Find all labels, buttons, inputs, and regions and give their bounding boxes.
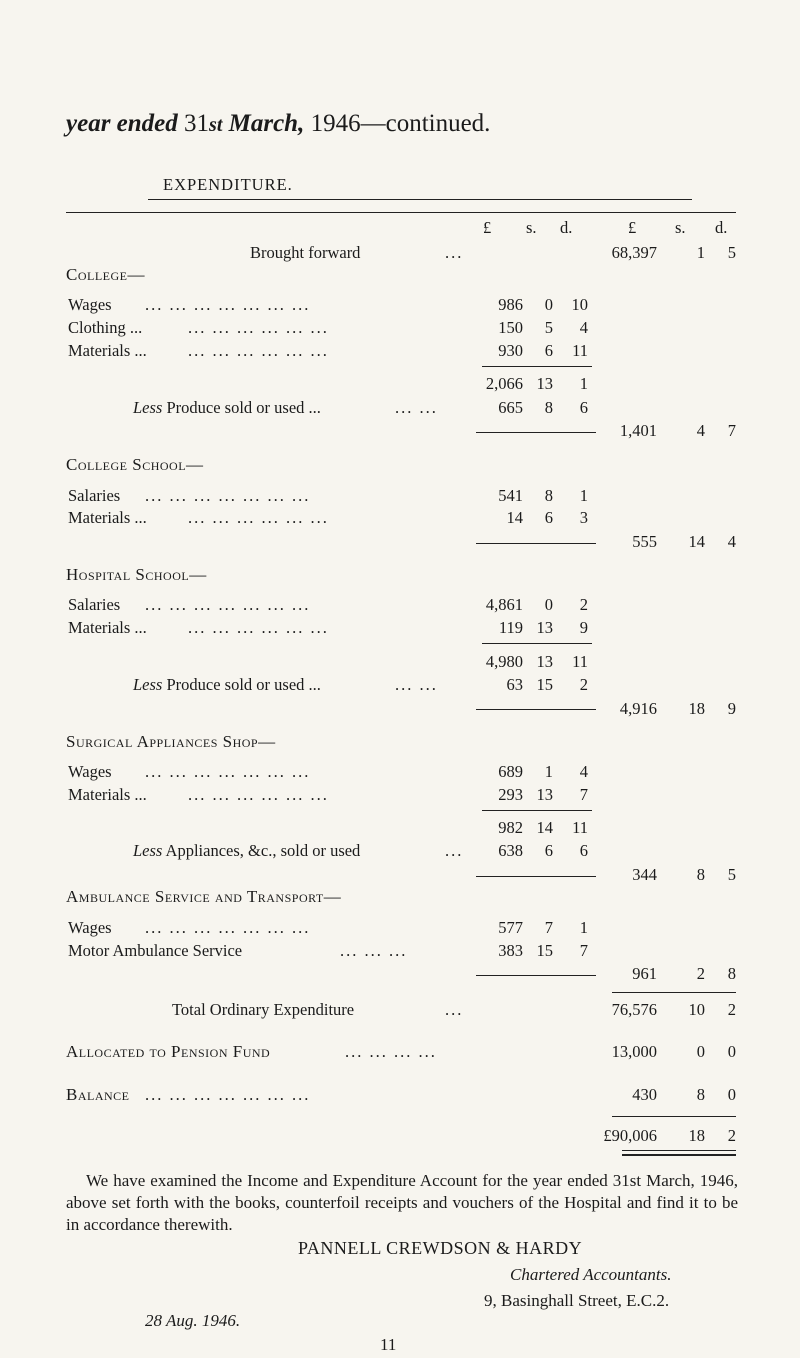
sa-total-s: 8: [696, 865, 705, 884]
amb-motor-dots: ... ... ...: [340, 941, 408, 960]
college-materials-l: 930: [498, 341, 523, 360]
hs-salaries-s: 0: [544, 595, 553, 614]
pension-d: 0: [727, 1042, 736, 1061]
hs-materials-dots: ... ... ... ... ... ...: [188, 618, 329, 637]
title-text: year ended: [66, 110, 178, 137]
col-pence: d.: [560, 218, 573, 237]
hs-subtotal-rule: [482, 643, 592, 644]
college-clothing-l: 150: [498, 318, 523, 337]
title-month: March,: [222, 110, 305, 137]
college-less-label: [133, 398, 321, 418]
college-less-d: 6: [579, 398, 588, 417]
sa-wages-l: 689: [498, 762, 523, 781]
total-ordinary-d: 2: [727, 1000, 736, 1019]
balance-d: 0: [727, 1085, 736, 1104]
hs-less-s: 15: [536, 675, 553, 694]
col-shilling2: s.: [675, 218, 686, 237]
sa-materials-l: 293: [498, 785, 523, 804]
hs-total-d: 9: [727, 699, 736, 718]
cs-materials-dots: ... ... ... ... ... ...: [188, 508, 329, 527]
college-subtotal-l: 2,066: [485, 374, 523, 393]
pension-label: Allocated to Pension Fund: [66, 1042, 271, 1061]
hs-less-d: 2: [579, 675, 588, 694]
audit-statement: We have examined the Income and Expenditure Account for the year ended 31st March, 1946, above set forth with the books, counterfoil receipts and vouchers of the Hospital and find it to be in accordance therewith.: [66, 1171, 738, 1234]
college-materials-label: Materials ...: [68, 341, 147, 360]
hs-total-l: 4,916: [619, 699, 657, 718]
sa-wages-d: 4: [579, 762, 588, 781]
sa-subtotal-s: 14: [536, 818, 553, 837]
college-wages-dots: ... ... ... ... ... ... ...: [145, 295, 311, 314]
hs-materials-s: 13: [536, 618, 553, 637]
sa-total-rule: [476, 876, 596, 877]
sa-subtotal-rule: [482, 810, 592, 811]
col-shilling: s.: [526, 218, 537, 237]
top-rule: [66, 212, 736, 213]
sa-less-italic: Less: [133, 841, 163, 860]
sa-less-l: 638: [498, 841, 523, 860]
hs-salaries-d: 2: [579, 595, 588, 614]
hs-materials-d: 9: [579, 618, 588, 637]
amb-wages-s: 7: [544, 918, 553, 937]
grand-total-s: 18: [688, 1126, 705, 1145]
college-subtotal-s: 13: [536, 374, 553, 393]
college-wages-label: Wages: [68, 295, 112, 314]
hs-salaries-dots: ... ... ... ... ... ... ...: [145, 595, 311, 614]
title-day: 31: [184, 110, 210, 137]
bf-pence: 5: [727, 243, 736, 262]
pension-dots: ... ... ... ...: [345, 1042, 437, 1061]
amb-motor-d: 7: [579, 941, 588, 960]
college-heading: College—: [66, 265, 145, 284]
college-wages-s: 0: [544, 295, 553, 314]
sa-total-d: 5: [727, 865, 736, 884]
pension-l: 13,000: [611, 1042, 657, 1061]
sa-materials-label: Materials ...: [68, 785, 147, 804]
grand-total-rule-under1: [622, 1150, 736, 1151]
college-total-d: 7: [727, 421, 736, 440]
sa-subtotal-d: 11: [572, 818, 588, 837]
cs-salaries-d: 1: [579, 486, 588, 505]
cs-salaries-label: Salaries: [68, 486, 121, 505]
hs-salaries-l: 4,861: [485, 595, 523, 614]
hs-less-label: [133, 675, 321, 695]
cs-materials-label: Materials ...: [68, 508, 147, 527]
hs-materials-label: Materials ...: [68, 618, 147, 637]
sa-materials-s: 13: [536, 785, 553, 804]
cs-materials-l: 14: [506, 508, 523, 527]
cs-total-s: 14: [688, 532, 705, 551]
grand-total-rule-under2: [622, 1154, 736, 1156]
college-materials-dots: ... ... ... ... ... ...: [188, 341, 329, 360]
hs-total-s: 18: [688, 699, 705, 718]
sa-materials-d: 7: [579, 785, 588, 804]
hs-subtotal-l: 4,980: [485, 652, 523, 671]
title-suffix: st: [209, 114, 223, 136]
amb-motor-l: 383: [498, 941, 523, 960]
cs-materials-d: 3: [579, 508, 588, 527]
balance-s: 8: [696, 1085, 705, 1104]
college-materials-s: 6: [544, 341, 553, 360]
surgical-heading: Surgical Appliances Shop—: [66, 732, 276, 751]
amb-total-s: 2: [696, 964, 705, 983]
total-ordinary-s: 10: [688, 1000, 705, 1019]
hs-materials-l: 119: [498, 618, 523, 637]
college-subtotal-d: 1: [579, 374, 588, 393]
hs-salaries-label: Salaries: [68, 595, 121, 614]
amb-wages-label: Wages: [68, 918, 112, 937]
total-ordinary-l: 76,576: [611, 1000, 657, 1019]
firm-name: PANNELL CREWDSON & HARDY: [298, 1238, 583, 1258]
grand-total-rule-top: [612, 1116, 736, 1117]
amb-motor-s: 15: [536, 941, 553, 960]
col-pound2: £: [628, 218, 637, 237]
hs-less-dots: ... ...: [395, 675, 438, 694]
cs-salaries-l: 541: [498, 486, 523, 505]
firm-address: 9, Basinghall Street, E.C.2.: [484, 1291, 670, 1310]
cs-materials-s: 6: [544, 508, 553, 527]
college-materials-d: 11: [572, 341, 588, 360]
hospital-school-heading: Hospital School—: [66, 565, 207, 584]
college-total-s: 4: [696, 421, 705, 440]
college-less-s: 8: [544, 398, 553, 417]
college-subtotal-rule: [482, 366, 592, 367]
college-clothing-d: 4: [579, 318, 588, 337]
total-ordinary-dots: ...: [445, 1000, 464, 1019]
pension-s: 0: [696, 1042, 705, 1061]
total-ordinary-label: Total Ordinary Expenditure: [172, 1000, 355, 1019]
sa-wages-dots: ... ... ... ... ... ... ...: [145, 762, 311, 781]
college-total-l: 1,401: [619, 421, 657, 440]
col-pence2: d.: [715, 218, 728, 237]
amb-wages-l: 577: [498, 918, 523, 937]
ambulance-heading: Ambulance Service and Transport—: [66, 887, 342, 906]
sa-wages-label: Wages: [68, 762, 112, 781]
college-less-text: Produce sold or used ...: [162, 398, 321, 417]
balance-dots: ... ... ... ... ... ... ...: [145, 1085, 311, 1104]
hs-less-italic: Less: [133, 675, 163, 694]
cs-total-d: 4: [727, 532, 736, 551]
balance-label: Balance: [66, 1085, 130, 1104]
cs-total-l: 555: [632, 532, 657, 551]
page-number: 11: [380, 1335, 397, 1354]
sa-subtotal-l: 982: [498, 818, 523, 837]
college-less-l: 665: [498, 398, 523, 417]
amb-total-d: 8: [727, 964, 736, 983]
sa-wages-s: 1: [544, 762, 553, 781]
sa-total-l: 344: [632, 865, 657, 884]
college-school-heading: College School—: [66, 455, 204, 474]
cs-salaries-dots: ... ... ... ... ... ... ...: [145, 486, 311, 505]
heading-rule: [148, 199, 692, 200]
sa-less-s: 6: [544, 841, 553, 860]
amb-wages-dots: ... ... ... ... ... ... ...: [145, 918, 311, 937]
college-less-dots: ... ...: [395, 398, 438, 417]
sa-less-text: Appliances, &c., sold or used: [162, 841, 361, 860]
bf-pounds: 68,397: [611, 243, 657, 262]
brought-forward-label: Brought forward: [250, 243, 361, 262]
signature-date: 28 Aug. 1946.: [145, 1311, 241, 1330]
firm-role: Chartered Accountants.: [510, 1265, 672, 1284]
grand-total-l: £90,006: [603, 1126, 657, 1145]
amb-total-rule: [476, 975, 596, 976]
hs-less-text: Produce sold or used ...: [162, 675, 321, 694]
section-heading: EXPENDITURE.: [163, 175, 293, 194]
sa-less-d: 6: [579, 841, 588, 860]
sa-less-dots: ...: [445, 841, 464, 860]
college-clothing-s: 5: [544, 318, 553, 337]
college-total-rule: [476, 432, 596, 433]
hs-less-l: 63: [506, 675, 523, 694]
college-wages-d: 10: [571, 295, 588, 314]
sa-less-label: [133, 841, 360, 861]
bf-shillings: 1: [696, 243, 705, 262]
page-title: [66, 110, 490, 138]
hs-total-rule: [476, 709, 596, 710]
amb-motor-label: Motor Ambulance Service: [68, 941, 243, 960]
cs-total-rule: [476, 543, 596, 544]
amb-wages-d: 1: [579, 918, 588, 937]
college-clothing-label: Clothing ...: [68, 318, 143, 337]
hs-subtotal-s: 13: [536, 652, 553, 671]
college-clothing-dots: ... ... ... ... ... ...: [188, 318, 329, 337]
college-less-italic: Less: [133, 398, 163, 417]
amb-total-l: 961: [632, 964, 657, 983]
ordinary-total-rule: [612, 992, 736, 993]
grand-total-d: 2: [727, 1126, 736, 1145]
balance-l: 430: [632, 1085, 657, 1104]
cs-salaries-s: 8: [544, 486, 553, 505]
title-year: 1946—continued.: [304, 110, 491, 137]
sa-materials-dots: ... ... ... ... ... ...: [188, 785, 329, 804]
brought-forward-dots: ...: [445, 243, 464, 262]
hs-subtotal-d: 11: [572, 652, 588, 671]
college-wages-l: 986: [498, 295, 523, 314]
col-pound: £: [483, 218, 492, 237]
